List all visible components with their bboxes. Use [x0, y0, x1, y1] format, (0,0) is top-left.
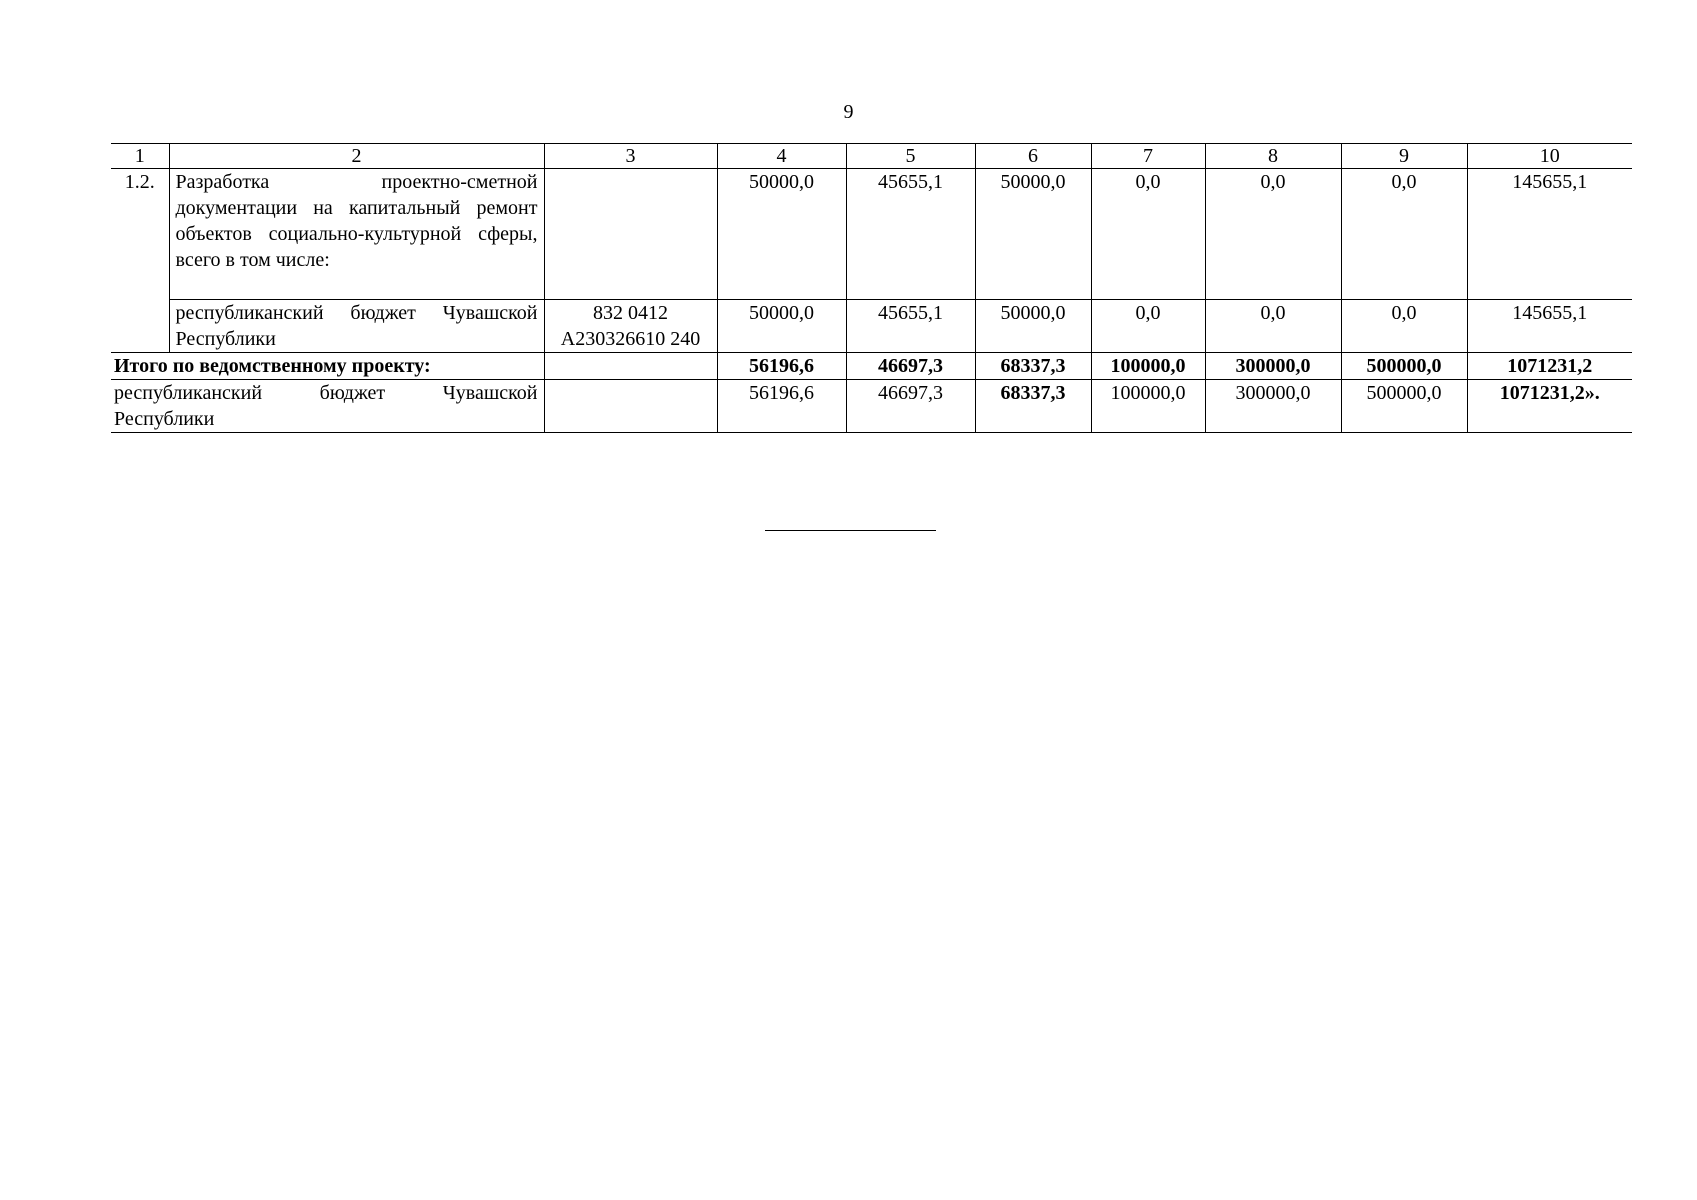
item-code	[544, 169, 717, 300]
table-row-total	[111, 353, 1632, 380]
value-cell: 46697,3	[846, 380, 975, 433]
item-description: Разработка проектно-сметной документации на капитальный ремонт объектов социально-культурной сферы, всего в том числе:	[169, 169, 544, 300]
value-cell: 300000,0	[1205, 380, 1341, 433]
table-row-total-sub	[111, 380, 1632, 433]
column-header: 4	[717, 144, 846, 169]
page-number: 9	[843, 101, 854, 123]
budget-code	[544, 300, 717, 353]
total-sub-code	[544, 380, 717, 433]
value-cell: 145655,1	[1467, 169, 1632, 300]
end-divider	[765, 530, 936, 531]
value-cell: 300000,0	[1205, 353, 1341, 380]
value-cell: 45655,1	[846, 300, 975, 353]
column-header: 7	[1091, 144, 1205, 169]
value-cell: 0,0	[1341, 169, 1467, 300]
column-header: 8	[1205, 144, 1341, 169]
value-cell: 56196,6	[717, 353, 846, 380]
total-sub-label: республиканский бюджет Чувашской Республики	[111, 380, 544, 433]
column-header: 9	[1341, 144, 1467, 169]
value-cell: 100000,0	[1091, 353, 1205, 380]
column-header: 5	[846, 144, 975, 169]
budget-table	[111, 143, 1632, 433]
table-header-row	[111, 144, 1632, 169]
value-cell: 50000,0	[975, 300, 1091, 353]
column-header: 10	[1467, 144, 1632, 169]
value-cell: 145655,1	[1467, 300, 1632, 353]
value-cell: 500000,0	[1341, 380, 1467, 433]
item-sub-description: республиканский бюджет Чувашской Республики	[169, 300, 544, 353]
value-cell: 500000,0	[1341, 353, 1467, 380]
value-cell: 1071231,2».	[1467, 380, 1632, 433]
total-code	[544, 353, 717, 380]
value-cell: 45655,1	[846, 169, 975, 300]
item-number: 1.2.	[111, 169, 169, 353]
column-header: 2	[169, 144, 544, 169]
value-cell: 0,0	[1205, 300, 1341, 353]
column-header: 6	[975, 144, 1091, 169]
budget-code-line-1: 832 0412	[593, 302, 668, 324]
table-row-item-1-2	[111, 169, 1632, 300]
table-row-item-1-2-sub	[111, 300, 1632, 353]
value-cell: 68337,3	[975, 353, 1091, 380]
value-cell: 0,0	[1205, 169, 1341, 300]
value-cell: 50000,0	[975, 169, 1091, 300]
value-cell: 100000,0	[1091, 380, 1205, 433]
value-cell: 50000,0	[717, 300, 846, 353]
value-cell: 0,0	[1091, 169, 1205, 300]
value-cell: 68337,3	[975, 380, 1091, 433]
value-cell: 1071231,2	[1467, 353, 1632, 380]
value-cell: 50000,0	[717, 169, 846, 300]
budget-code-line-2: А230326610 240	[560, 328, 701, 350]
column-header: 1	[111, 144, 169, 169]
value-cell: 0,0	[1091, 300, 1205, 353]
value-cell: 0,0	[1341, 300, 1467, 353]
value-cell: 46697,3	[846, 353, 975, 380]
total-label: Итого по ведомственному проекту:	[111, 353, 544, 380]
column-header: 3	[544, 144, 717, 169]
value-cell: 56196,6	[717, 380, 846, 433]
